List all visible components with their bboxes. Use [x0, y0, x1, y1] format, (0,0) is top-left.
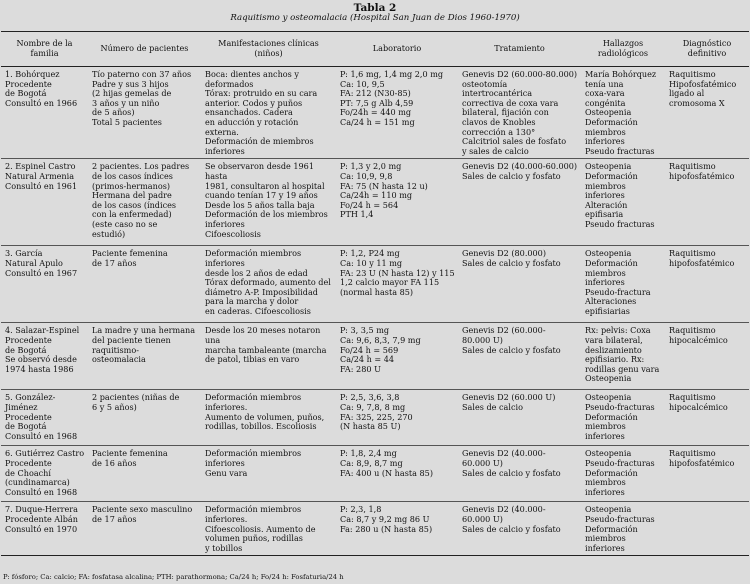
table-row: [1, 390, 749, 446]
radiologicos-cell: Osteopenia Pseudo-fracturas Deformación miembros inferiores: [585, 448, 655, 497]
pacientes-cell: Tío paterno con 37 años Padre y sus 3 hijos (2 hijas gemelas de 3 años y un niño de 5 años) Total 5 pacientes: [92, 69, 192, 127]
familia-cell: 7. Duque-Herrera Procedente Albán Consultó en 1970: [5, 504, 78, 534]
pacientes-cell: Paciente femenina de 16 años: [92, 448, 168, 468]
table-subtitle: Raquitismo y osteomalacia (Hospital San Juan de Dios 1960-1970): [230, 13, 520, 23]
laboratorio-cell: P: 2,5, 3,6, 3,8 Ca: 9, 7,8, 8 mg FA: 325, 225, 270 (N hasta 85 U): [340, 392, 413, 432]
pacientes-cell: Paciente sexo masculino de 17 años: [92, 504, 193, 524]
radiologicos-cell: Osteopenia Deformación miembros inferiores Alteración epifisaria Pseudo fracturas: [585, 161, 655, 229]
table-row: [1, 159, 749, 246]
diagnostico-cell: Raquitismo hipofosfatémico: [669, 161, 735, 181]
laboratorio-cell: P: 1,2, P24 mg Ca: 10 y 11 mg FA: 23 U (N hasta 12) y 115 1,2 calcio mayor FA 115 (normal hasta 85): [340, 248, 455, 297]
header-cell: Nombre de la familia: [1, 32, 88, 67]
table-header-row: [1, 32, 749, 67]
familia-cell: 5. González-Jiménez Procedente de Bogotá Consultó en 1968: [5, 392, 78, 441]
header-cell: Número de pacientes: [88, 32, 201, 67]
clinicas-cell: Deformación miembros inferiores Genu vara: [205, 448, 302, 478]
tratamiento-cell: Genevis D2 (40.000- 60.000 U) Sales de calcio y fosfato: [462, 504, 561, 534]
clinicas-cell: Deformación miembros inferiores desde los 2 años de edad Tórax deformado, aumento del diámetro A-P. Imposibilidad para la marcha y dolor en caderas. Cifoescoliosis: [205, 248, 331, 316]
diagnostico-cell: Raquitismo hipocalcémico: [669, 325, 728, 345]
diagnostico-cell: Raquitismo hipocalcémico: [669, 392, 728, 412]
header-cell: Hallazgos radiológicos: [581, 32, 665, 67]
data-table: [1, 31, 749, 556]
clinicas-cell: Boca: dientes anchos y deformados Tórax: protruido en su cara anterior. Codos y puños ensanchados. Cadera en aducción y rotación externa. Deformación de miembros inferiores: [205, 69, 318, 156]
diagnostico-cell: Raquitismo hipofosfatémico: [669, 448, 735, 468]
radiologicos-cell: Rx: pelvis: Coxa vara bilateral, deslizamiento epifisiario. Rx: rodillas genu vara Osteopenia: [585, 325, 660, 384]
table-row: [1, 323, 749, 390]
laboratorio-cell: P: 2,3, 1,8 Ca: 8,7 y 9,2 mg 86 U Fa: 280 u (N hasta 85): [340, 504, 433, 534]
header-cell: Tratamiento: [458, 32, 581, 67]
pacientes-cell: La madre y una hermana del paciente tienen raquitismo- osteomalacia: [92, 325, 196, 365]
laboratorio-cell: P: 1,3 y 2,0 mg Ca: 10,9, 9,8 FA: 75 (N hasta 12 u) Ca/24h = 110 mg Fo/24 h = 564 PTH 1,4: [340, 161, 428, 220]
table-footnote: P: fósforo; Ca: calcio; FA: fosfatasa alcalina; PTH: parathormona; Ca/24 h; Fo/24 h: Fosfaturia/24 h: [3, 573, 344, 581]
radiologicos-cell: Osteopenia Pseudo-fracturas Deformación miembros inferiores: [585, 504, 655, 553]
clinicas-cell: Deformación miembros inferiores. Cifoescoliosis. Aumento de volumen puños, rodillas y tobillos: [205, 504, 316, 553]
familia-cell: 3. García Natural Apulo Consultó en 1967: [5, 248, 78, 278]
radiologicos-cell: Osteopenia Deformación miembros inferiores Pseudo-fractura Alteraciones epifisiarias: [585, 248, 651, 316]
table-row: [1, 246, 749, 323]
header-cell: Laboratorio: [336, 32, 458, 67]
table-row: [1, 67, 749, 159]
diagnostico-cell: Raquitismo hipofosfatémico: [669, 248, 735, 268]
tratamiento-cell: Genevis D2 (80.000) Sales de calcio y fosfato: [462, 248, 561, 268]
tratamiento-cell: Genevis D2 (40.000- 60.000 U) Sales de calcio y fosfato: [462, 448, 561, 478]
familia-cell: 6. Gutiérrez Castro Procedente de Choachí (cundinamarca) Consultó en 1968: [5, 448, 85, 497]
tratamiento-cell: Genevis D2 (60.000 U) Sales de calcio: [462, 392, 556, 412]
diagnostico-cell: Raquitismo Hipofosfatémico ligado al cromosoma X: [669, 69, 737, 108]
radiologicos-cell: María Bohórquez tenía una coxa-vara congénita Osteopenia Deformación miembros inferiores Pseudo fracturas: [585, 69, 657, 156]
table-row: [1, 502, 749, 556]
pacientes-cell: 2 pacientes (niñas de 6 y 5 años): [92, 392, 180, 412]
laboratorio-cell: P: 3, 3,5 mg Ca: 9,6, 8,3, 7,9 mg Fo/24 h = 569 Ca/24 h = 44 FA: 280 U: [340, 325, 421, 374]
tratamiento-cell: Genevis D2 (60.000-80.000) osteotomía intertrocantérica correctiva de coxa vara bilateral, fijación con clavos de Knobles corrección a 130° Calcitriol sales de fosfato y sales de calcio: [462, 69, 578, 156]
clinicas-cell: Desde los 20 meses notaron una marcha tambaleante (marcha de patol, tibias en varo: [205, 325, 327, 365]
clinicas-cell: Deformación miembros inferiores. Aumento de volumen, puños, rodillas, tobillos. Escoliosis: [205, 392, 325, 432]
familia-cell: 1. Bohórquez Procedente de Bogotá Consultó en 1966: [5, 69, 78, 108]
clinicas-cell: Se observaron desde 1961 hasta 1981, consultaron al hospital cuando tenían 17 y 19 años Desde los 5 años talla baja Deformación de los miembros inferiores Cifoescoliosis: [205, 161, 328, 239]
laboratorio-cell: P: 1,6 mg, 1,4 mg 2,0 mg Ca: 10, 9,5 FA: 212 (N30-85) PT: 7,5 g Alb 4,59 Fo/24h = 440 mg Ca/24 h = 151 mg: [340, 69, 444, 127]
radiologicos-cell: Osteopenia Pseudo-fracturas Deformación miembros inferiores: [585, 392, 655, 441]
laboratorio-cell: P: 1,8, 2,4 mg Ca: 8,9, 8,7 mg FA: 400 u (N hasta 85): [340, 448, 433, 478]
header-cell: Manifestaciones clínicas (niños): [201, 32, 336, 67]
familia-cell: 4. Salazar-Espinel Procedente de Bogotá Se observó desde 1974 hasta 1986: [5, 325, 80, 374]
header-cell: Diagnóstico definitivo: [665, 32, 749, 67]
pacientes-cell: Paciente femenina de 17 años: [92, 248, 168, 268]
pacientes-cell: 2 pacientes. Los padres de los casos índices (primos-hermanos) Hermana del padre de los casos (índices con la enfermedad) (este caso no se estudió): [92, 161, 190, 239]
tratamiento-cell: Genevis D2 (60.000- 80.000 U) Sales de calcio y fosfato: [462, 325, 561, 355]
table-row: [1, 446, 749, 502]
table-title: Tabla 2: [353, 2, 397, 14]
familia-cell: 2. Espinel Castro Natural Armenia Consultó en 1961: [5, 161, 78, 191]
tratamiento-cell: Genevis D2 (40.000-60.000) Sales de calcio y fosfato: [462, 161, 578, 181]
